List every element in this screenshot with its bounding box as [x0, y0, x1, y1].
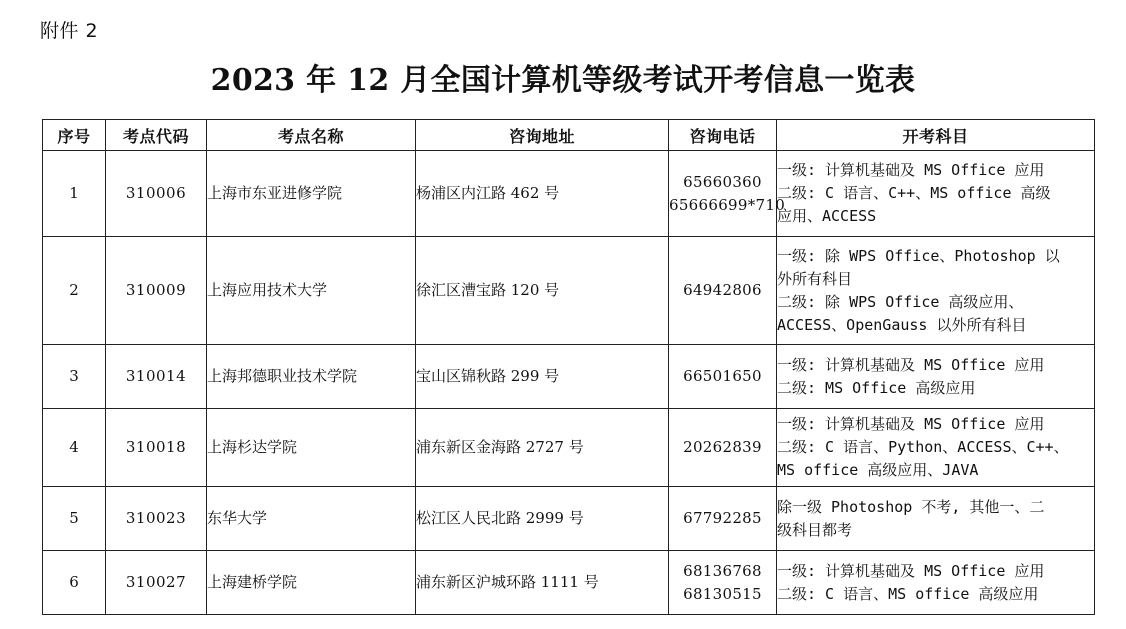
subject-line: 一级: 计算机基础及 MS Office 应用	[777, 415, 1045, 433]
subject-line: 外所有科目	[777, 269, 853, 288]
site-phone	[669, 151, 786, 237]
header-phone: 咨询电话	[669, 120, 777, 151]
exam-subjects	[777, 345, 1095, 409]
exam-subjects	[777, 237, 1095, 345]
site-phone	[669, 345, 777, 409]
header-serial-number: 序号	[43, 120, 106, 151]
table-row	[43, 237, 1095, 345]
site-address: 徐汇区漕宝路 120 号	[416, 237, 669, 345]
exam-subjects	[777, 151, 1095, 237]
site-code: 310009	[106, 237, 207, 345]
serial-number: 5	[43, 487, 106, 551]
serial-number: 3	[43, 345, 106, 409]
subject-line: 二级: C 语言、MS office 高级应用	[777, 584, 1039, 603]
site-address: 杨浦区内江路 462 号	[416, 151, 669, 237]
subject-line: 二级: C 语言、C++、MS office 高级	[777, 184, 1051, 202]
site-phone	[669, 487, 777, 551]
site-code: 310023	[106, 487, 207, 551]
phone-number: 67792285	[683, 509, 762, 527]
table-row	[43, 151, 1095, 237]
site-name: 上海市东亚进修学院	[207, 151, 416, 237]
subject-line: 除一级 Photoshop 不考, 其他一、二	[777, 497, 1045, 516]
attachment-label: 附件 2	[40, 20, 99, 42]
table-row	[43, 487, 1095, 551]
phone-number: 68136768	[683, 561, 762, 580]
site-code: 310014	[106, 345, 207, 409]
subject-line: 二级: MS Office 高级应用	[777, 378, 976, 397]
site-phone	[669, 409, 777, 487]
subject-line: 一级: 计算机基础及 MS Office 应用	[777, 161, 1045, 179]
site-name: 上海邦德职业技术学院	[207, 345, 416, 409]
page-title: 2023 年 12 月全国计算机等级考试开考信息一览表	[210, 63, 916, 98]
site-code: 310027	[106, 551, 207, 615]
table-row	[43, 551, 1095, 615]
subject-line: ACCESS、OpenGauss 以外所有科目	[777, 315, 1027, 334]
subject-line: 二级: 除 WPS Office 高级应用、	[777, 292, 1024, 311]
subject-line: 一级: 计算机基础及 MS Office 应用	[777, 561, 1045, 580]
phone-number: 64942806	[683, 281, 762, 299]
header-subjects: 开考科目	[777, 120, 1095, 151]
phone-number: 65660360	[683, 172, 762, 191]
subject-line: 二级: C 语言、Python、ACCESS、C++、	[777, 438, 1069, 456]
phone-number: 68130515	[683, 584, 762, 603]
serial-number: 1	[43, 151, 106, 237]
site-address: 浦东新区沪城环路 1111 号	[416, 551, 669, 615]
site-address: 松江区人民北路 2999 号	[416, 487, 669, 551]
header-site-code: 考点代码	[106, 120, 207, 151]
exam-subjects	[777, 409, 1095, 487]
site-name: 东华大学	[207, 487, 416, 551]
phone-number: 20262839	[683, 438, 762, 456]
table-row	[43, 345, 1095, 409]
subject-line: 一级: 除 WPS Office、Photoshop 以	[777, 246, 1060, 265]
site-address: 宝山区锦秋路 299 号	[416, 345, 669, 409]
subject-line: 级科目都考	[777, 520, 853, 539]
site-phone	[669, 237, 777, 345]
table-header-row	[43, 120, 1095, 151]
site-phone	[669, 551, 777, 615]
header-site-name: 考点名称	[207, 120, 416, 151]
serial-number: 6	[43, 551, 106, 615]
site-name: 上海杉达学院	[207, 409, 416, 487]
subject-line: 应用、ACCESS	[777, 207, 877, 225]
subject-line: MS office 高级应用、JAVA	[777, 461, 979, 479]
subject-line: 一级: 计算机基础及 MS Office 应用	[777, 355, 1045, 374]
site-address: 浦东新区金海路 2727 号	[416, 409, 669, 487]
site-name: 上海应用技术大学	[207, 237, 416, 345]
site-name: 上海建桥学院	[207, 551, 416, 615]
exam-subjects	[777, 487, 1095, 551]
table-row	[43, 409, 1095, 487]
site-code: 310018	[106, 409, 207, 487]
phone-number: 66501650	[683, 367, 762, 385]
exam-site-table	[42, 119, 1095, 615]
serial-number: 2	[43, 237, 106, 345]
serial-number: 4	[43, 409, 106, 487]
exam-subjects	[777, 551, 1095, 615]
site-code: 310006	[106, 151, 207, 237]
phone-number: 65666699*710	[669, 195, 786, 214]
header-address: 咨询地址	[416, 120, 669, 151]
